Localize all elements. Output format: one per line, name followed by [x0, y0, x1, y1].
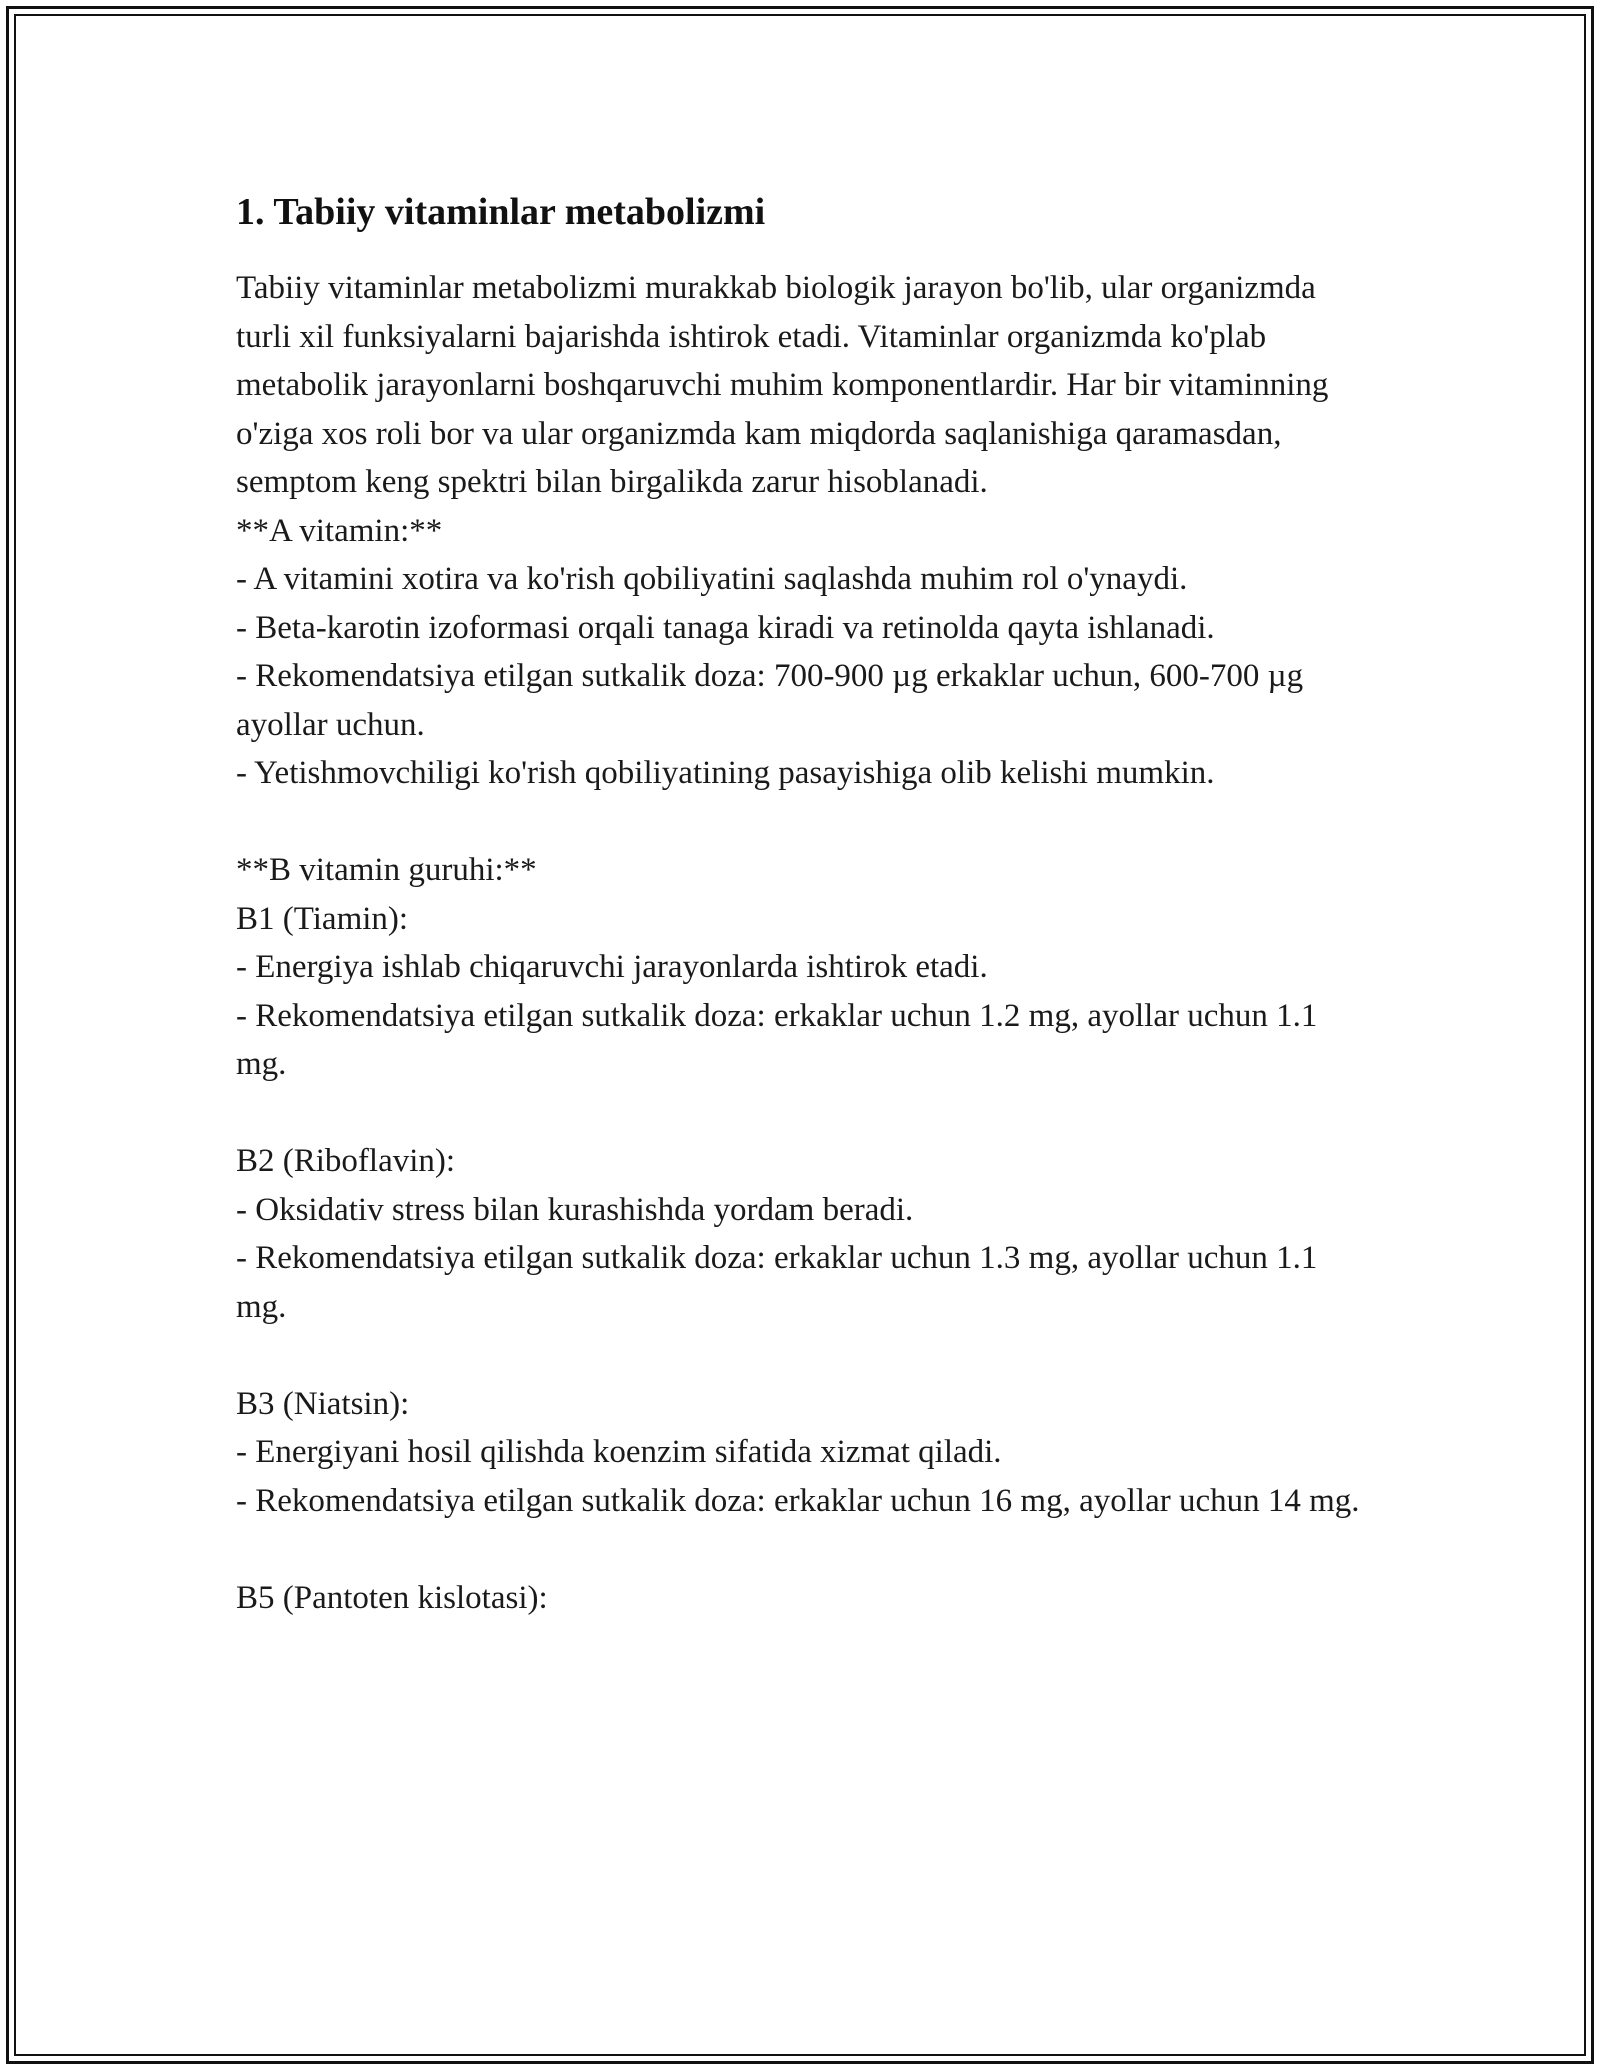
document-body: [236, 186, 1376, 1622]
subsection-title: B5 (Pantoten kislotasi):: [236, 1579, 548, 1616]
list-item: - Rekomendatsiya etilgan sutkalik doza: erkaklar uchun 1.3 mg, ayollar uchun 1.1 mg.: [236, 1240, 1318, 1325]
subsection-title: B3 (Niatsin):: [236, 1385, 410, 1422]
vitamin-b-title: **B vitamin guruhi:**: [236, 852, 537, 888]
subsection-title: B2 (Riboflavin):: [236, 1143, 456, 1179]
vitamin-b1-section: [236, 895, 1376, 1089]
list-item: - Rekomendatsiya etilgan sutkalik doza: erkaklar uchun 16 mg, ayollar uchun 14 mg.: [236, 1482, 1360, 1519]
list-item: - Rekomendatsiya etilgan sutkalik doza: 700-900 µg erkaklar uchun, 600-700 µg ayollar uchun.: [236, 658, 1304, 743]
list-item: - Oksidativ stress bilan kurashishda yordam beradi.: [236, 1191, 914, 1228]
list-item: - Rekomendatsiya etilgan sutkalik doza: erkaklar uchun 1.2 mg, ayollar uchun 1.1 mg.: [236, 997, 1318, 1082]
list-item: - Yetishmovchiligi ko'rish qobiliyatining pasayishiga olib kelishi mumkin.: [236, 755, 1215, 791]
list-item: - Beta-karotin izoformasi orqali tanaga kiradi va retinolda qayta ishlanadi.: [236, 609, 1215, 646]
list-item: - Energiyani hosil qilishda koenzim sifatida xizmat qiladi.: [236, 1434, 1002, 1470]
list-item: - A vitamini xotira va ko'rish qobiliyatini saqlashda muhim rol o'ynaydi.: [236, 561, 1188, 597]
vitamin-b2-section: [236, 1137, 1376, 1331]
vitamin-a-list: [236, 555, 1376, 798]
section-heading: 1. Tabiiy vitaminlar metabolizmi: [236, 191, 766, 233]
intro-paragraph: Tabiiy vitaminlar metabolizmi murakkab biologik jarayon bo'lib, ular organizmda turli xil funksiyalarni bajarishda ishtirok etadi. Vitaminlar organizmda ko'plab metabolik jarayonlarni boshqaruvchi muhim komponentlardir. Har bir vitaminning o'ziga xos roli bor va ular organizmda kam miqdorda saqlanishiga qaramasdan, semptom keng spektri bilan birgalikda zarur hisoblanadi.: [236, 270, 1329, 500]
vitamin-b3-section: [236, 1380, 1376, 1526]
subsection-title: B1 (Tiamin):: [236, 900, 409, 937]
vitamin-b5-section: [236, 1574, 1376, 1623]
list-item: - Energiya ishlab chiqaruvchi jarayonlarda ishtirok etadi.: [236, 949, 988, 985]
vitamin-a-title: **A vitamin:**: [236, 512, 443, 549]
